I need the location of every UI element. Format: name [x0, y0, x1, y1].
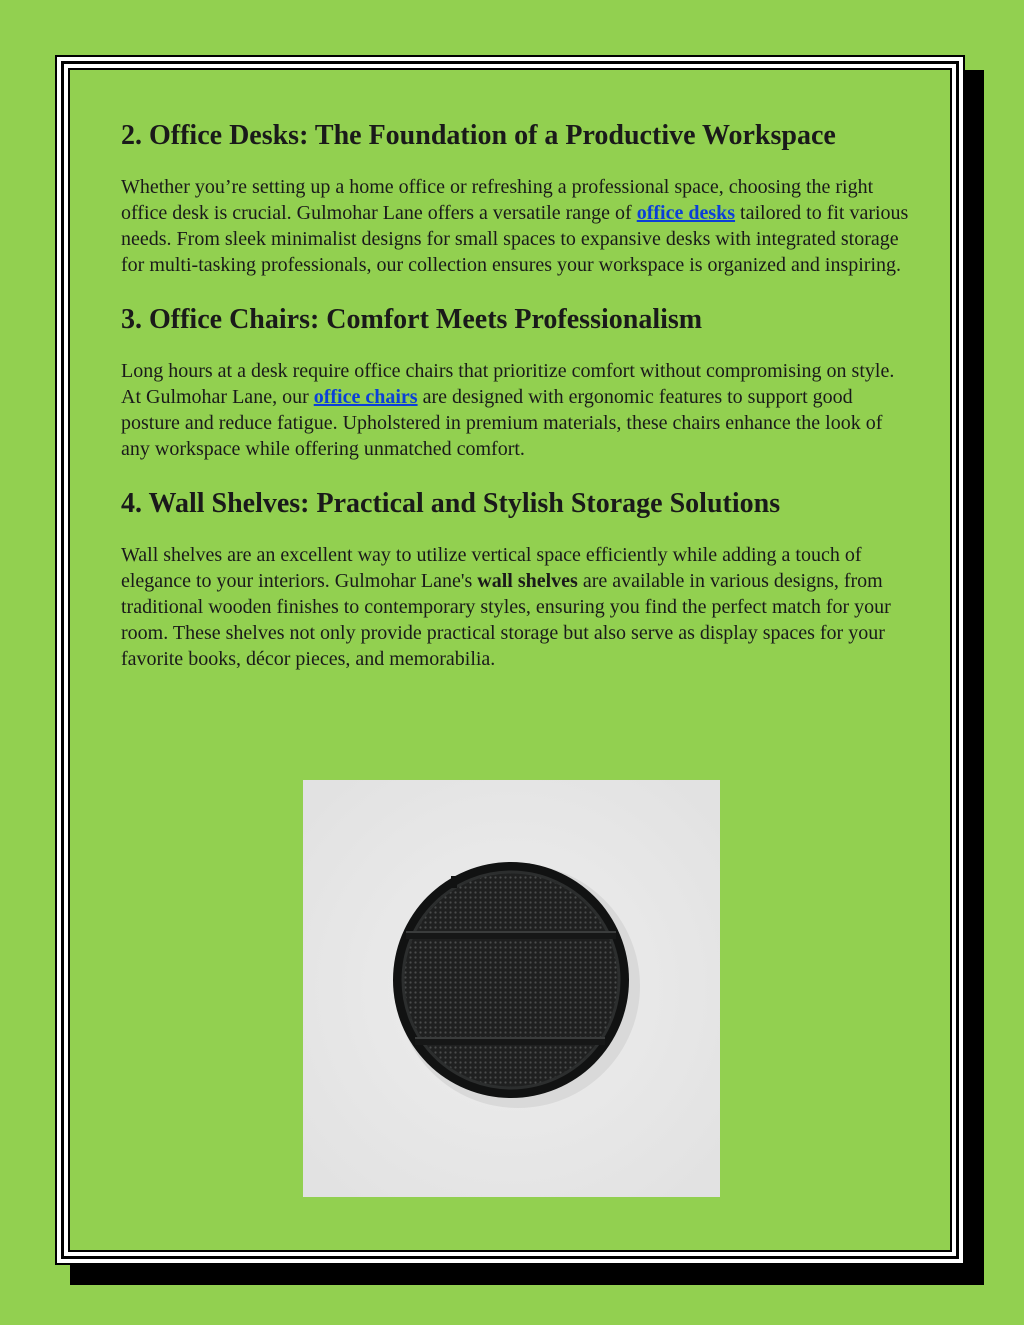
section-heading: 3. Office Chairs: Comfort Meets Professionalism — [121, 304, 703, 335]
paragraph-text: Whether you’re setting up a home office or refreshing a professional space, choosing the right office desk is crucial. Gulmohar Lane offers a versatile range of — [121, 176, 874, 224]
wall-shelves-bold: wall shelves — [477, 570, 578, 592]
paragraph-text: are available in various designs, from traditional wooden finishes to contemporary styles, ensuring you find the perfect match for your room. These shelves not only provide practical storage but also serve as display spaces for your favorite books, décor pieces, and memorabilia. — [121, 570, 891, 670]
paragraph-text: Wall shelves are an excellent way to utilize vertical space efficiently while adding a touch of elegance to your interiors. Gulmohar Lane's — [121, 544, 862, 592]
office-desks-link[interactable]: office desks — [636, 202, 736, 224]
section-heading: 4. Wall Shelves: Practical and Stylish Storage Solutions — [121, 488, 781, 519]
wall-shelf-image — [303, 780, 720, 1197]
office-chairs-link[interactable]: office chairs — [313, 386, 418, 408]
section-heading: 2. Office Desks: The Foundation of a Productive Workspace — [121, 120, 836, 151]
section-wall-shelves — [121, 486, 911, 672]
paragraph-text: tailored to fit various needs. From sleek minimalist designs for small spaces to expansive desks with integrated storage for multi-tasking professionals, our collection ensures your workspace is organized and inspiring. — [121, 202, 909, 276]
round-shelf-icon — [303, 780, 720, 1197]
section-office-desks — [121, 118, 911, 278]
paragraph-text: are designed with ergonomic features to support good posture and reduce fatigue. Upholstered in premium materials, these chairs enhance the look of any workspace while offering unmatched comfort. — [121, 386, 883, 460]
paragraph-text: Long hours at a desk require office chairs that prioritize comfort without compromising on style. At Gulmohar Lane, our — [121, 360, 895, 408]
article-content — [121, 118, 911, 696]
section-paragraph — [121, 174, 911, 278]
section-paragraph — [121, 358, 911, 462]
section-office-chairs — [121, 302, 911, 462]
section-paragraph — [121, 542, 911, 672]
